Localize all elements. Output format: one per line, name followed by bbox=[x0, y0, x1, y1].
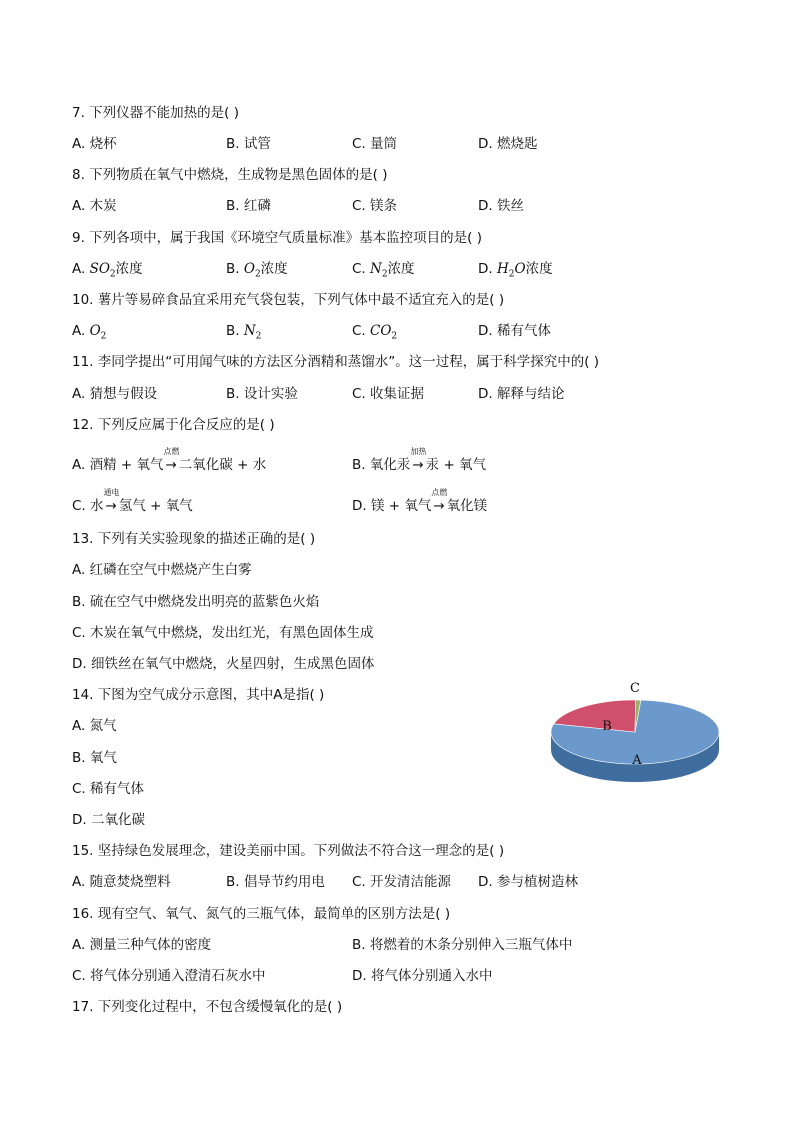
q13-option-d: D. 细铁丝在氧气中燃烧，火星四射，生成黑色固体 bbox=[72, 656, 375, 672]
q11-option-d: D. 解释与结论 bbox=[478, 386, 565, 402]
reaction-condition: 点燃 bbox=[431, 488, 448, 497]
question-8-stem: 8. 下列物质在氧气中燃烧，生成物是黑色固体的是( ) bbox=[72, 167, 388, 183]
q13-option-c: C. 木炭在氧气中燃烧，发出红光，有黑色固体生成 bbox=[72, 625, 374, 641]
q9-option-b: B. $O_2$浓度 bbox=[226, 261, 288, 280]
reaction-arrow: 点燃 → bbox=[431, 488, 448, 514]
q12-option-b: B. 氧化汞 加热 → 汞 + 氧气 bbox=[352, 447, 487, 473]
question-9-stem: 9. 下列各项中，属于我国《环境空气质量标准》基本监控项目的是( ) bbox=[72, 230, 482, 246]
formula: N bbox=[243, 323, 256, 339]
q14-option-c: C. 稀有气体 bbox=[72, 781, 145, 797]
formula: H bbox=[496, 261, 509, 277]
q12-option-c: C. 水 通电 → 氢气 + 氧气 bbox=[72, 488, 193, 514]
formula-subscript: 2 bbox=[100, 331, 107, 342]
q15-option-c: C. 开发清洁能源 bbox=[352, 874, 452, 890]
q11-option-c: C. 收集证据 bbox=[352, 386, 425, 402]
q7-option-c: C. 量筒 bbox=[352, 136, 398, 152]
formula-subscript: 2 bbox=[109, 269, 116, 280]
formula-part2: O bbox=[514, 261, 526, 277]
formula-subscript: 2 bbox=[255, 331, 262, 342]
pie-label-B: B bbox=[602, 719, 612, 734]
formula: N bbox=[370, 261, 382, 277]
q14-option-a: A. 氮气 bbox=[72, 718, 117, 734]
q8-option-c: C. 镁条 bbox=[352, 198, 398, 214]
formula: CO bbox=[370, 323, 392, 339]
formula-subscript: 2 bbox=[254, 269, 261, 280]
q10-option-a: A. $O_2$ bbox=[72, 323, 107, 342]
pie-label-A: A bbox=[632, 753, 642, 768]
q14-option-b: B. 氧气 bbox=[72, 750, 117, 766]
q7-option-a: A. 烧杯 bbox=[72, 136, 117, 152]
reaction-condition: 加热 bbox=[410, 447, 427, 456]
q10-option-b: B. $N_2$ bbox=[226, 323, 262, 342]
air-composition-pie-chart bbox=[540, 680, 730, 810]
question-15-stem: 15. 坚持绿色发展理念，建设美丽中国。下列做法不符合这一理念的是( ) bbox=[72, 843, 505, 859]
q9-option-a: A. $SO_2$浓度 bbox=[72, 261, 143, 280]
question-13-stem: 13. 下列有关实验现象的描述正确的是( ) bbox=[72, 531, 316, 547]
pie-label-C: C bbox=[630, 681, 640, 696]
q13-option-b: B. 硫在空气中燃烧发出明亮的蓝紫色火焰 bbox=[72, 594, 320, 610]
q16-option-d: D. 将气体分别通入水中 bbox=[352, 968, 493, 984]
q10-option-d: D. 稀有气体 bbox=[478, 323, 551, 339]
q13-option-a: A. 红磷在空气中燃烧产生白雾 bbox=[72, 562, 252, 578]
q7-option-d: D. 燃烧匙 bbox=[478, 136, 538, 152]
q11-option-a: A. 猜想与假设 bbox=[72, 386, 158, 402]
question-11-stem: 11. 李同学提出“可用闻气味的方法区分酒精和蒸馏水”。这一过程，属于科学探究中的( ) bbox=[72, 354, 600, 370]
q8-option-a: A. 木炭 bbox=[72, 198, 117, 214]
q15-option-d: D. 参与植树造林 bbox=[478, 874, 578, 890]
formula-subscript: 2 bbox=[381, 269, 388, 280]
question-7-stem: 7. 下列仪器不能加热的是( ) bbox=[72, 105, 239, 121]
q15-option-a: A. 随意焚烧塑料 bbox=[72, 874, 171, 890]
reaction-arrow: 点燃 → bbox=[163, 447, 180, 473]
reaction-arrow: 加热 → bbox=[410, 447, 427, 473]
q16-option-b: B. 将燃着的木条分别伸入三瓶气体中 bbox=[352, 937, 573, 953]
question-16-stem: 16. 现有空气、氧气、氮气的三瓶气体，最简单的区别方法是( ) bbox=[72, 906, 451, 922]
q8-option-b: B. 红磷 bbox=[226, 198, 271, 214]
q16-option-a: A. 测量三种气体的密度 bbox=[72, 937, 212, 953]
q8-option-d: D. 铁丝 bbox=[478, 198, 524, 214]
formula-subscript: 2 bbox=[508, 269, 515, 280]
question-14-stem: 14. 下图为空气成分示意图，其中A是指( ) bbox=[72, 687, 325, 703]
q12-option-d: D. 镁 + 氧气 点燃 → 氧化镁 bbox=[352, 488, 488, 514]
q11-option-b: B. 设计实验 bbox=[226, 386, 298, 402]
question-12-stem: 12. 下列反应属于化合反应的是( ) bbox=[72, 417, 275, 433]
formula: O bbox=[243, 261, 255, 277]
question-10-stem: 10. 薯片等易碎食品宜采用充气袋包装，下列气体中最不适宜充入的是( ) bbox=[72, 292, 505, 308]
formula-subscript: 2 bbox=[391, 331, 398, 342]
formula: SO bbox=[89, 261, 110, 277]
reaction-condition: 通电 bbox=[103, 488, 120, 497]
q12-option-a: A. 酒精 + 氧气 点燃 → 二氧化碳 + 水 bbox=[72, 447, 267, 473]
q15-option-b: B. 倡导节约用电 bbox=[226, 874, 325, 890]
q10-option-c: C. $CO_2$ bbox=[352, 323, 398, 342]
question-17-stem: 17. 下列变化过程中，不包含缓慢氧化的是( ) bbox=[72, 999, 343, 1015]
q9-option-c: C. $N_2$浓度 bbox=[352, 261, 415, 280]
q16-option-c: C. 将气体分别通入澄清石灰水中 bbox=[72, 968, 266, 984]
q7-option-b: B. 试管 bbox=[226, 136, 271, 152]
reaction-arrow: 通电 → bbox=[103, 488, 120, 514]
formula: O bbox=[89, 323, 101, 339]
q14-option-d: D. 二氧化碳 bbox=[72, 812, 145, 828]
reaction-condition: 点燃 bbox=[163, 447, 180, 456]
q9-option-d: D. $H_2O$浓度 bbox=[478, 261, 553, 280]
